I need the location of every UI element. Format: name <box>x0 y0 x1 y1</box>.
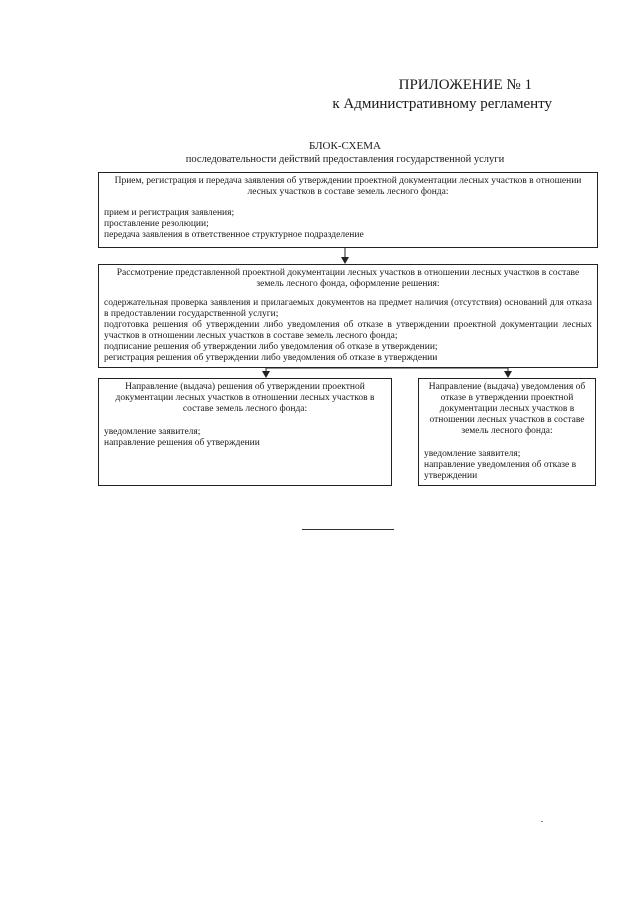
flow-box-item: направление уведомления об отказе в утверждении <box>424 460 577 481</box>
flow-box-item: уведомление заявителя; <box>104 427 201 437</box>
appendix-number: ПРИЛОЖЕНИЕ № 1 <box>398 77 532 93</box>
flow-box-item: прием и регистрация заявления; <box>104 208 235 218</box>
footer-divider <box>302 529 394 530</box>
flow-box-item: подписание решения об утверждении либо уведомления об отказе в утверждении; <box>104 342 438 352</box>
flow-box-item: направление решения об утверждении <box>104 438 260 448</box>
diagram-title-main: БЛОК-СХЕМА <box>309 140 381 152</box>
flow-box-heading: Рассмотрение представленной проектной документации лесных участков в отношении лесных участков в составе земель лесного фонда, оформление решения: <box>116 268 580 289</box>
flow-box-item: передача заявления в ответственное структурное подразделение <box>104 230 364 240</box>
flow-box-heading: Направление (выдача) уведомления об отказе в утверждении проектной документации лесных участков в отношении лесных участков в составе земель лесного фонда: <box>428 382 586 436</box>
flow-box-item: проставление резолюции; <box>104 219 209 229</box>
flow-box-item: подготовка решения об утверждении либо уведомления об отказе в утверждении проектной документации лесных участков в отношении лесных участков в составе земель лесного фонда; <box>104 320 592 341</box>
arrowhead-box4 <box>504 371 512 378</box>
flow-box-heading: Прием, регистрация и передача заявления об утверждении проектной документации лесных участков в отношении лесных участков в составе земель лесного фонда: <box>114 176 582 197</box>
scan-artifact <box>541 821 543 822</box>
flow-box-item: содержательная проверка заявления и прилагаемых документов на предмет наличия (отсутствия) оснований для отказа в предоставлении государственной услуги; <box>104 298 592 319</box>
arrowhead-box2 <box>341 257 349 264</box>
arrowhead-box3 <box>262 371 270 378</box>
flow-box-item: уведомление заявителя; <box>424 449 521 459</box>
flow-box-item: регистрация решения об утверждении либо уведомления об отказе в утверждении <box>104 353 438 363</box>
flow-box-heading: Направление (выдача) решения об утверждении проектной документации лесных участков в отношении лесных участков в составе земель лесного фонда: <box>115 382 375 414</box>
diagram-title-subtitle: последовательности действий предоставления государственной услуги <box>185 154 505 165</box>
appendix-reference: к Административному регламенту <box>332 96 552 112</box>
